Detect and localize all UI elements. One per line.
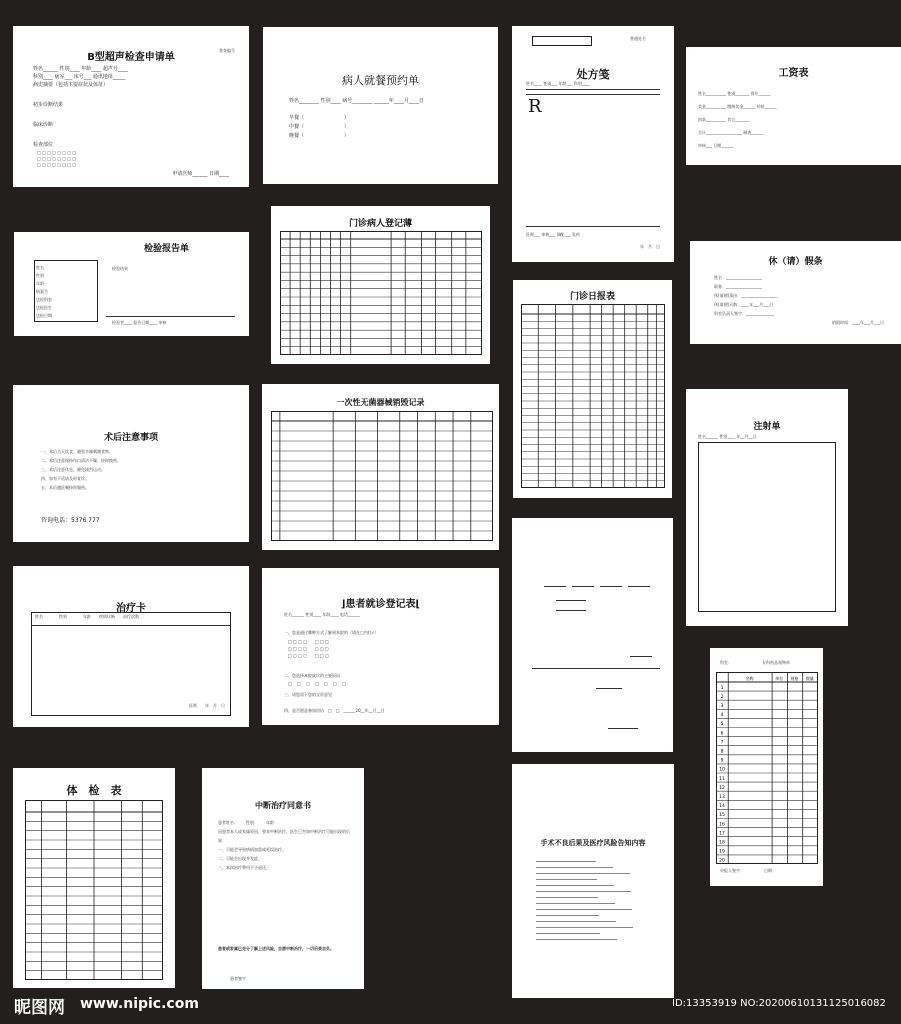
row-number: 10 <box>719 767 725 773</box>
column-header: 单位 <box>775 676 784 681</box>
header-box <box>532 36 592 46</box>
section-label: 临床诊断 <box>33 122 54 128</box>
form-lab-report <box>14 232 249 336</box>
leave-lines: 姓名：__________________ 职务：__________________ 休(请)假事由：__________________ 休(请)假天数：____年___月___日 科室负责人签字：______________ 销假时间：____年___月___日 <box>714 275 884 325</box>
row-number: 4 <box>720 713 724 719</box>
text-line <box>536 861 596 862</box>
text-line <box>536 927 633 928</box>
option-list: □ □ □ □ □ □ □ □ □ □ □ □ □ □ □ □ □ □ □ □ □ <box>288 639 329 658</box>
checkbox-list: □ □ □ □ □ □ □ □ □ □ □ □ □ □ □ □ □ □ □ □ □ □ □ □ <box>37 150 77 167</box>
sign-text: 患者签字： <box>230 976 250 981</box>
text-line <box>536 879 597 880</box>
row-number: 9 <box>720 758 724 764</box>
row-number: 20 <box>719 858 725 864</box>
column-header: 名称 <box>745 676 754 681</box>
site-logo: 昵图网 <box>14 998 65 1018</box>
result-label: 检验结果 <box>112 266 128 271</box>
signature-field: 申请医师______ 日期____ <box>172 171 229 177</box>
divider <box>106 316 235 317</box>
header-label: 普通处方 <box>630 36 646 41</box>
divider <box>526 226 660 227</box>
row-number: 12 <box>719 785 725 791</box>
row-number: 5 <box>720 722 724 728</box>
bottom-row: 医师___ 审核___ 调配___ 发药 <box>526 232 580 237</box>
daily-table <box>521 304 665 488</box>
physical-table <box>25 800 163 980</box>
divider <box>526 94 660 95</box>
body-text: 患者姓名： 性别： 年龄： 因患者本人或家属原因，要求中断治疗，医生已告知中断治疗可能出现的后果： 一、可能会导致病情加重或延误治疗。 二、可能会出现并发症。 三、本次治疗费用不予退还。 <box>218 820 350 870</box>
field-row: 科别____ 病室___ 床号___ 通讯地址_____ <box>33 74 126 80</box>
row-number: 19 <box>719 849 725 855</box>
form-title: 手术不良后果及医疗风险告知内容 <box>540 838 646 847</box>
row-number: 2 <box>720 694 724 700</box>
form-title: 术后注意事项 <box>103 433 158 443</box>
form-title: 检验报告单 <box>144 244 190 254</box>
medicine-table <box>716 672 818 864</box>
form-injection <box>686 389 848 626</box>
footer-row: 医师 年 月 日 <box>189 703 225 708</box>
column-header: 数量 <box>805 676 814 681</box>
row-number: 13 <box>719 795 725 801</box>
form-title: 休（请）假条 <box>768 257 823 267</box>
date-row: 年 月 日 <box>640 244 660 249</box>
form-title: 一次性无菌器械销毁记录 <box>336 397 425 407</box>
phone-text: 咨询电话：5376 777 <box>41 517 100 524</box>
postop-lines: 一、术后当天饮食，避免辛辣刺激食物。 二、术后注意保持伤口清洁干燥，按时换药。 三、术后注意休息，避免剧烈运动。 四、如有不适请及时复诊。 五、术后遵医嘱按时服药。 <box>41 449 121 490</box>
card-table <box>31 612 231 716</box>
form-disposable <box>262 384 499 550</box>
row-number: 17 <box>719 831 725 837</box>
field-grid: 姓名__________ 性别_______ 岗位______ 奖金__________ 缴纳奖金______ 补贴______ 扣款__________ 其它_______ 合计__________________ 制表______ 审核___ 日期______ <box>698 91 777 148</box>
text-line <box>536 921 616 922</box>
row-number: 7 <box>720 740 724 746</box>
content-box <box>698 442 836 612</box>
form-treatment-card <box>13 566 249 727</box>
text-line <box>536 915 599 916</box>
form-title: 门诊病人登记薄 <box>348 219 412 229</box>
form-title: 门诊日报表 <box>569 292 615 302</box>
register-table <box>280 231 482 355</box>
form-surgery-risk <box>512 764 674 998</box>
form-title: B型超声检查申请单 <box>87 52 175 63</box>
form-postop <box>13 385 249 542</box>
question: 四、是否愿意参加回访 □ □ ______20__年__月__日 <box>284 708 385 713</box>
footer-row: 申报人签字： 日期： <box>720 868 776 873</box>
form-outpatient-daily <box>513 280 672 498</box>
text-line <box>536 885 614 886</box>
meal-list: 早餐（ ） 中餐（ ） 晚餐（ ） <box>289 115 350 139</box>
form-title: 工资表 <box>778 68 809 79</box>
form-title: 中断治疗同意书 <box>255 800 311 810</box>
field-row: 姓名______ 性别____ 年龄____ 超声号____ <box>33 66 128 72</box>
form-title: ⌋患者就诊登记表⌊ <box>340 599 421 610</box>
section-label: 检查部位 <box>33 142 54 148</box>
row-number: 14 <box>719 804 725 810</box>
row-number: 6 <box>720 731 724 737</box>
image-id: ID:13353919 NO:20200610131125016082 <box>672 998 886 1009</box>
form-title: 治疗卡 <box>116 603 146 614</box>
row-number: 3 <box>720 704 724 710</box>
dept-label: 科室： <box>720 660 732 665</box>
text-line <box>536 939 617 940</box>
site-url: www.nipic.com <box>80 996 199 1012</box>
footer-row: 检验者____ 报告日期____ 审核 <box>112 320 167 325</box>
form-title: 专科药品领物单 <box>762 660 790 665</box>
form-physical <box>13 768 175 988</box>
form-meal <box>263 27 498 184</box>
form-title: 体 检 表 <box>66 784 122 797</box>
text-lines <box>536 856 656 945</box>
option-list: □ □ □ □ □ □ □ <box>288 681 347 686</box>
text-line <box>536 897 598 898</box>
row-number: 18 <box>719 840 725 846</box>
disposable-table <box>271 411 493 541</box>
text-line <box>536 909 632 910</box>
form-patient-visit <box>262 568 499 725</box>
text-line <box>536 873 630 874</box>
text-line <box>536 891 631 892</box>
form-corner-label: 普查编号 <box>219 48 235 53</box>
form-title: 处方笺 <box>576 68 610 81</box>
form-title: 注射单 <box>753 422 781 432</box>
question: 三、请您留下您的宝贵意见 <box>284 692 332 697</box>
form-wage <box>686 47 901 165</box>
form-b-ultrasound <box>13 26 249 187</box>
section-label: 初步诊断结果 <box>33 102 64 108</box>
field-row: 姓名______ 性别____ 年龄____ 电话______ <box>284 612 360 617</box>
bold-text: 患者或家属已充分了解上述风险，自愿中断治疗，一切后果自负。 <box>218 946 334 951</box>
question: 二、您选择本院就诊的主要原因 <box>284 673 340 678</box>
form-prescription <box>512 26 674 262</box>
column-header: 规格 <box>790 676 799 681</box>
rx-symbol: R <box>528 96 542 117</box>
row-number: 1 <box>720 685 724 691</box>
section-label: 病史摘要（包括主要症状及体征） <box>33 82 109 88</box>
form-leave <box>690 241 901 344</box>
field-row: 姓名____ 性别___ 年龄___ 科别____ <box>526 81 590 86</box>
info-fields: 姓名 性别 年龄 病案号 送检科室 送检医生 送检日期 <box>36 265 52 318</box>
question: 一、您是通过哪种方式了解到本院的（请在□内打√） <box>284 630 379 635</box>
row-number: 11 <box>719 776 725 782</box>
form-title: 病人就餐预约单 <box>342 74 419 87</box>
field-row: 姓名________ 性别____ 病号________ ______年____月____日 <box>289 98 424 104</box>
row-number: 8 <box>720 749 724 755</box>
row-number: 16 <box>719 822 725 828</box>
header-row: 姓名 性别 年龄 疾病诊断 治疗次数 <box>35 614 139 619</box>
text-line <box>536 903 615 904</box>
form-outpatient-register <box>271 206 490 364</box>
divider <box>526 89 660 90</box>
form-medicine-receive <box>710 648 823 886</box>
text-line <box>536 867 613 868</box>
form-interrupt <box>202 768 364 989</box>
text-line <box>536 933 600 934</box>
row-number: 15 <box>719 813 725 819</box>
form-blank-lines <box>512 518 673 752</box>
field-row: 姓名______ 性别____ 年__月__日 <box>698 434 757 439</box>
